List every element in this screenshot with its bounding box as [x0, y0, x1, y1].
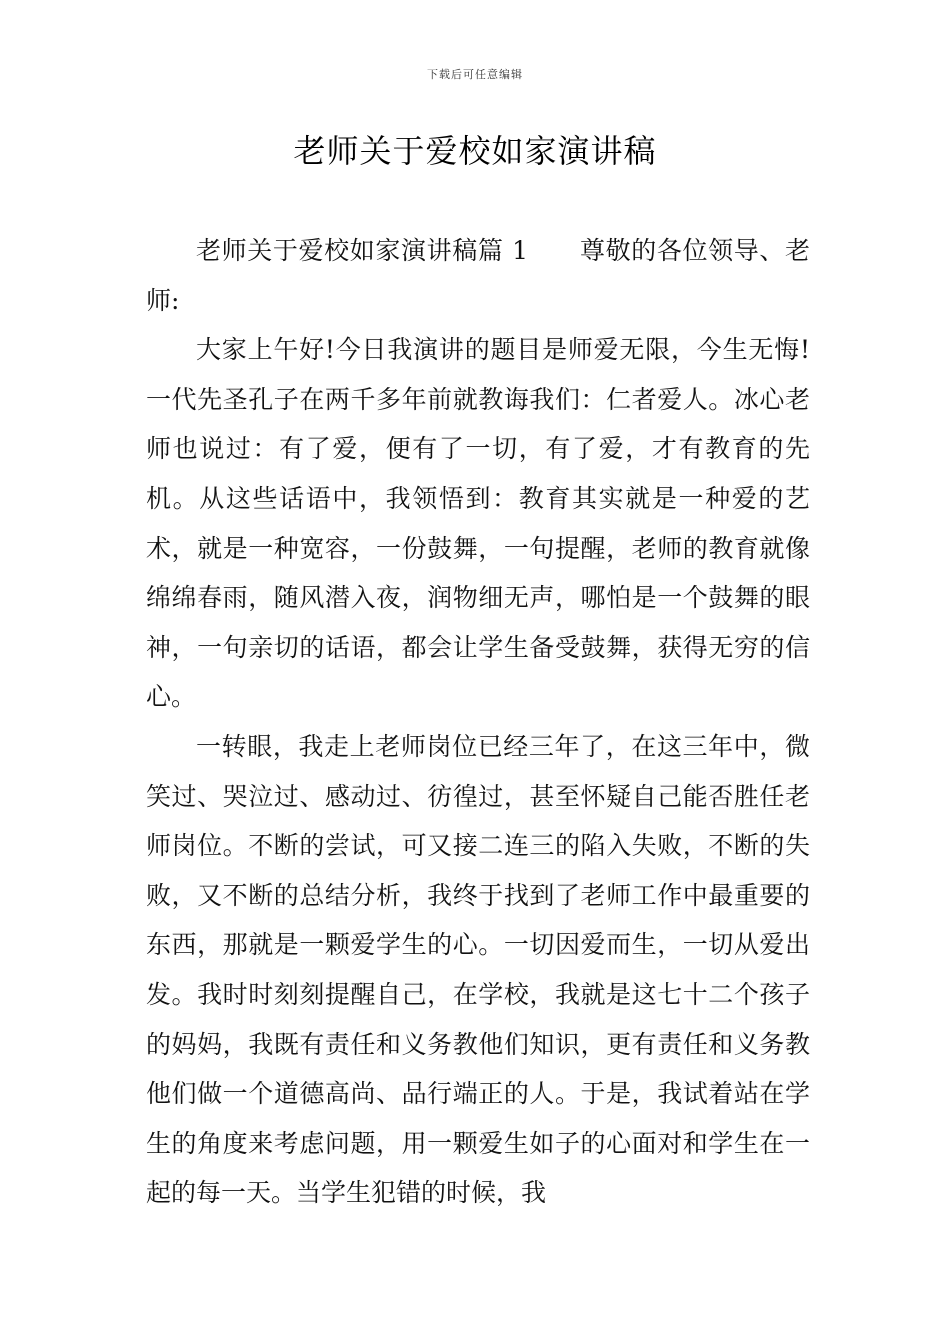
- document-body: [146, 226, 810, 1218]
- document-title: 老师关于爱校如家演讲稿: [293, 132, 657, 170]
- paragraph-intro: 老师关于爱校如家演讲稿篇 1 尊敬的各位领导、老师:: [146, 236, 810, 315]
- paragraph-greeting: 大家上午好!今日我演讲的题目是师爱无限，今生无悔!一代先圣孔子在两千多年前就教诲我们：仁者爱人。冰心老师也说过：有了爱，便有了一切，有了爱，才有教育的先机。从这些话语中，我领悟到：教育其实就是一种爱的艺术，就是一种宽容，一份鼓舞，一句提醒，老师的教育就像绵绵春雨，随风潜入夜，润物细无声，哪怕是一个鼓舞的眼神，一句亲切的话语，都会让学生备受鼓舞，获得无穷的信心。: [146, 335, 810, 712]
- header-note: 下载后可任意编辑: [427, 68, 523, 81]
- paragraph-experience: 一转眼，我走上老师岗位已经三年了，在这三年中，微笑过、哭泣过、感动过、彷徨过，甚至怀疑自己能否胜任老师岗位。不断的尝试，可又接二连三的陷入失败，不断的失败，又不断的总结分析，我终于找到了老师工作中最重要的东西，那就是一颗爱学生的心。一切因爱而生，一切从爱出发。我时时刻刻提醒自己，在学校，我就是这七十二个孩子的妈妈，我既有责任和义务教他们知识，更有责任和义务教他们做一个道德高尚、品行端正的人。于是，我试着站在学生的角度来考虑问题，用一颗爱生如子的心面对和学生在一起的每一天。当学生犯错的时候，我: [146, 731, 810, 1208]
